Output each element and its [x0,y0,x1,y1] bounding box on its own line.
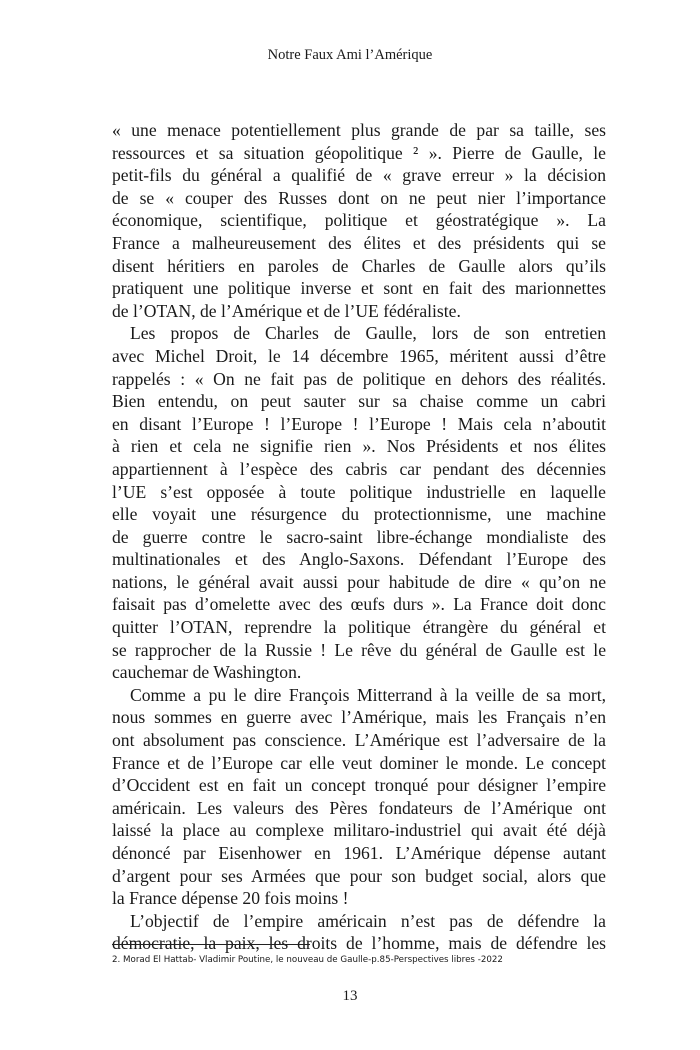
text-line: disent héritiers en paroles de Charles de Gaulle alors qu’ils [112,255,606,276]
text-line: petit-fils du général a qualifié de « grave erreur » la décision [112,165,606,186]
footnote-divider [112,944,310,945]
text-line: France et de l’Europe car elle veut dominer le monde. Le concept [112,752,606,773]
text-line: d’Occident est en fait un concept tronqué pour désigner l’empire [112,775,606,796]
text-line: elle voyait une résurgence du protectionnisme, une machine [112,504,606,525]
text-line: « une menace potentiellement plus grande de par sa taille, ses [112,120,606,140]
text-line: de guerre contre le sacro-saint libre-échange mondialiste des [112,526,606,547]
text-line: nous sommes en guerre avec l’Amérique, mais les Français n’en [112,707,606,728]
text-line: ont absolument pas conscience. L’Amérique est l’adversaire de la [112,730,606,751]
text-line: Les propos de Charles de Gaulle, lors de son entretien [130,323,606,344]
text-line: L’objectif de l’empire américain n’est pas de défendre la [130,910,606,931]
text-line: en disant l’Europe ! l’Europe ! l’Europe ! Mais cela n’aboutit [112,413,606,434]
text-line: ressources et sa situation géopolitique ² ». Pierre de Gaulle, le [112,142,606,163]
text-line: quitter l’OTAN, reprendre la politique étrangère du général et [112,617,606,638]
text-line: multinationales et des Anglo-Saxons. Défendant l’Europe des [112,549,606,570]
text-line: faisait pas d’omelette avec des œufs durs ». La France doit donc [112,594,606,615]
text-line: américain. Les valeurs des Pères fondateurs de l’Amérique ont [112,797,606,818]
text-line: rappelés : « On ne fait pas de politique en dehors des réalités. [112,368,606,389]
text-line: nations, le général avait aussi pour habitude de dire « qu’on ne [112,571,606,592]
text-line: de se « couper des Russes dont on ne peut nier l’importance [112,187,606,208]
paragraph [112,910,606,955]
text-line: de l’OTAN, de l’Amérique et de l’UE fédéraliste. [112,300,461,321]
text-line: se rapprocher de la Russie ! Le rêve du général de Gaulle est le [112,639,606,660]
text-line: l’UE s’est opposée à toute politique industrielle en laquelle [112,481,606,502]
paragraph [112,119,606,322]
running-header: Notre Faux Ami l’Amérique [267,47,433,63]
paragraph [112,322,606,684]
text-line: la France dépense 20 fois moins ! [112,888,349,909]
body-text [112,119,606,955]
text-line: cauchemar de Washington. [112,662,302,683]
text-line: laissé la place au complexe militaro-industriel qui avait été déjà [112,820,606,841]
page-number: 13 [342,988,358,1004]
text-line: avec Michel Droit, le 14 décembre 1965, méritent aussi d’être [112,345,606,366]
text-line: dénoncé par Eisenhower en 1961. L’Amérique dépense autant [112,843,606,863]
text-line: France a malheureusement des élites et des présidents qui se [112,232,606,253]
text-line: appartiennent à l’espèce des cabris car pendant des décennies [112,458,606,479]
text-line: démocratie, la paix, les droits de l’homme, mais de défendre les [112,933,606,954]
text-line: Comme a pu le dire François Mitterrand à la veille de sa mort, [130,684,606,705]
text-line: Bien entendu, on peut sauter sur sa chaise comme un cabri [112,391,606,412]
text-line: économique, scientifique, politique et géostratégique ». La [112,210,606,231]
text-line: à rien et cela ne signifie rien ». Nos Présidents et nos élites [112,436,606,457]
paragraph [112,684,606,910]
text-line: pratiquent une politique inverse et sont en fait des marionnettes [112,278,606,299]
text-line: d’argent pour ses Armées que pour son budget social, alors que [112,865,606,886]
footnote: 2. Morad El Hattab- Vladimir Poutine, le nouveau de Gaulle-p.85-Perspectives libres -2022 [112,955,503,965]
